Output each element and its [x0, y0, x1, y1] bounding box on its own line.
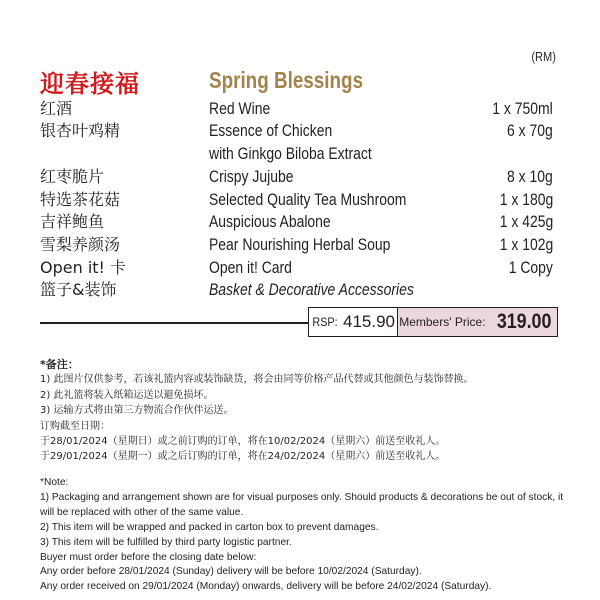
item-name-en: Basket & Decorative Accessories	[209, 280, 414, 299]
notes-cn-line: 订购截至日期：	[40, 420, 110, 432]
notes-cn-line: 于29/01/2024（星期一）或之后订购的订单，将在24/02/2024（星期六）前送至收礼人。	[40, 451, 446, 463]
rsp-price	[309, 308, 397, 336]
notes-cn-title: *备注：	[40, 358, 79, 371]
notes-cn-line: 2) 此礼篮将装入纸箱运送以避免损坏。	[40, 389, 214, 401]
notes-english	[40, 476, 580, 595]
item-name-en: Open it! Card	[209, 258, 292, 277]
members-price	[397, 308, 557, 336]
item-name-cn: 银杏叶鸡精	[40, 121, 121, 140]
notes-cn-line: 3) 运输方式将由第三方物流合作伙伴运送。	[40, 405, 234, 417]
item-name-cn: 吉祥鲍鱼	[40, 212, 105, 231]
notes-en-line: 2) This item will be wrapped and packed in carton box to prevent damages.	[40, 521, 379, 533]
notes-cn-line: 于28/01/2024（星期日）或之前订购的订单，将在10/02/2024（星期六）前送至收礼人。	[40, 436, 446, 448]
item-row	[0, 257, 600, 279]
item-row	[0, 234, 600, 256]
notes-en-line: Any order before 28/01/2024 (Sunday) delivery will be before 10/02/2024 (Saturday).	[40, 566, 422, 578]
item-name-en: Red Wine	[209, 99, 271, 118]
notes-en-title: *Note:	[40, 477, 69, 488]
currency-label: (RM)	[531, 49, 556, 64]
item-name-en: Crispy Jujube	[209, 167, 294, 186]
item-name-en: Essence of Chicken	[209, 121, 333, 140]
item-quantity: 1 Copy	[508, 258, 553, 277]
item-name-cn: 特选茶花菇	[40, 190, 121, 209]
title-chinese: 迎春接福	[40, 70, 140, 98]
item-name-cn: 红酒	[40, 99, 73, 118]
notes-en-line: 1) Packaging and arrangement shown are for visual purposes only. Should products & decorations be out of stock, it will be replaced with other of the same value.	[40, 491, 564, 518]
price-box	[308, 307, 558, 337]
item-quantity: 6 x 70g	[507, 121, 553, 140]
item-row	[0, 98, 600, 120]
item-name-cn: 篮子&装饰	[40, 280, 117, 299]
notes-chinese	[40, 357, 473, 465]
members-price-label: Members' Price:	[399, 315, 486, 329]
rsp-label: RSP:	[312, 315, 338, 329]
item-quantity: 1 x 102g	[499, 235, 553, 254]
item-name-cn: 雪梨养颜汤	[40, 235, 121, 254]
item-quantity: 1 x 425g	[499, 212, 553, 231]
title-english: Spring Blessings	[209, 67, 364, 93]
rsp-value: 415.90	[343, 312, 395, 331]
item-name-cn: Open it! 卡	[40, 258, 127, 277]
item-quantity: 1 x 180g	[499, 190, 553, 209]
item-quantity: 8 x 10g	[507, 167, 553, 186]
notes-en-line: Buyer must order before the closing date below:	[40, 551, 257, 563]
notes-en-line: 3) This item will be fulfilled by third party logistic partner.	[40, 536, 292, 548]
item-name-en: Pear Nourishing Herbal Soup	[209, 235, 391, 254]
item-row	[0, 211, 600, 233]
item-quantity: 1 x 750ml	[492, 99, 553, 118]
item-row	[0, 143, 600, 165]
item-name-en: with Ginkgo Biloba Extract	[209, 144, 372, 163]
members-price-value: 319.00	[496, 310, 551, 333]
item-row	[0, 189, 600, 211]
item-name-en: Selected Quality Tea Mushroom	[209, 190, 407, 209]
item-name-en: Auspicious Abalone	[209, 212, 331, 231]
notes-en-line: Any order received on 29/01/2024 (Monday) onwards, delivery will be before 24/02/2024 (Saturday).	[40, 581, 492, 593]
divider-line	[40, 322, 308, 324]
notes-cn-line: 1) 此图片仅供参考，若该礼篮内容或装饰缺货，将会由同等价格产品代替或其他颜色与装饰替换。	[40, 374, 474, 386]
item-row	[0, 166, 600, 188]
item-row	[0, 120, 600, 142]
item-row	[0, 279, 600, 301]
item-name-cn: 红枣脆片	[40, 167, 105, 186]
